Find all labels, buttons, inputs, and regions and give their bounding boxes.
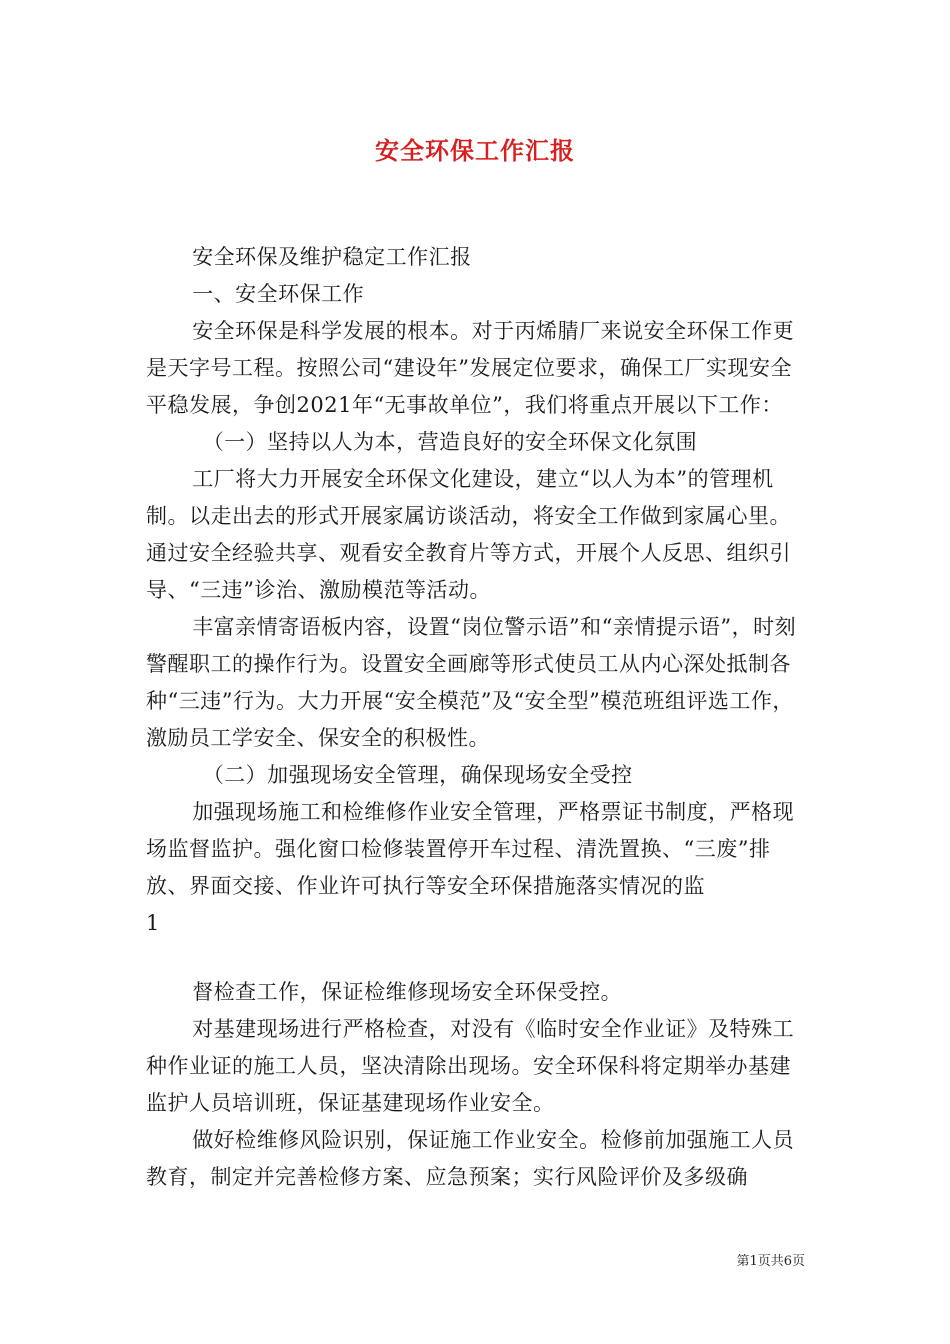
paragraph-site-management: 加强现场施工和检维修作业安全管理，严格票证书制度，严格现场监督监护。强化窗口检修装置停开车过程、清洗置换、“三废”排放、界面交接、作业许可执行等安全环保措施落实情况的监 — [146, 800, 795, 898]
document-body-part-2 — [146, 974, 810, 1196]
document-title: 安全环保工作汇报 — [375, 136, 575, 165]
subsection-heading-2: （二）加强现场安全管理，确保现场安全受控 — [202, 763, 633, 787]
subsection-heading-1: （一）坚持以人为本，营造良好的安全环保文化氛围 — [202, 430, 698, 454]
document-body-part-1 — [146, 239, 810, 942]
paragraph-inspection: 督检查工作，保证检维修现场安全环保受控。 — [192, 980, 623, 1004]
inline-page-marker: 1 — [146, 911, 160, 935]
report-heading: 安全环保及维护稳定工作汇报 — [192, 245, 472, 269]
paragraph-family-board: 丰富亲情寄语板内容，设置“岗位警示语”和“亲情提示语”，时刻警醒职工的操作行为。设置安全画廊等形式使员工从内心深处抵制各种“三违”行为。大力开展“安全模范”及“安全型”模范班组评选工作，激励员工学安全、保安全的积极性。 — [146, 615, 797, 750]
section-heading-safety: 一、安全环保工作 — [192, 282, 365, 306]
paragraph-construction-site: 对基建现场进行严格检查，对没有《临时安全作业证》及特殊工种作业证的施工人员，坚决清除出现场。安全环保科将定期举办基建监护人员培训班，保证基建现场作业安全。 — [146, 1017, 795, 1115]
page-number-footer: 第1页共6页 — [736, 1254, 805, 1269]
paragraph-intro: 安全环保是科学发展的根本。对于丙烯腈厂来说安全环保工作更是天字号工程。按照公司“建设年”发展定位要求，确保工厂实现安全平稳发展，争创2021年“无事故单位”，我们将重点开展以下工作： — [146, 319, 795, 417]
paragraph-culture: 工厂将大力开展安全环保文化建设，建立“以人为本”的管理机制。以走出去的形式开展家属访谈活动，将安全工作做到家属心里。通过安全经验共享、观看安全教育片等方式，开展个人反思、组织引导、“三违”诊治、激励模范等活动。 — [146, 467, 791, 602]
paragraph-risk-identification: 做好检维修风险识别，保证施工作业安全。检修前加强施工人员教育，制定并完善检修方案、应急预案；实行风险评价及多级确 — [146, 1128, 795, 1189]
